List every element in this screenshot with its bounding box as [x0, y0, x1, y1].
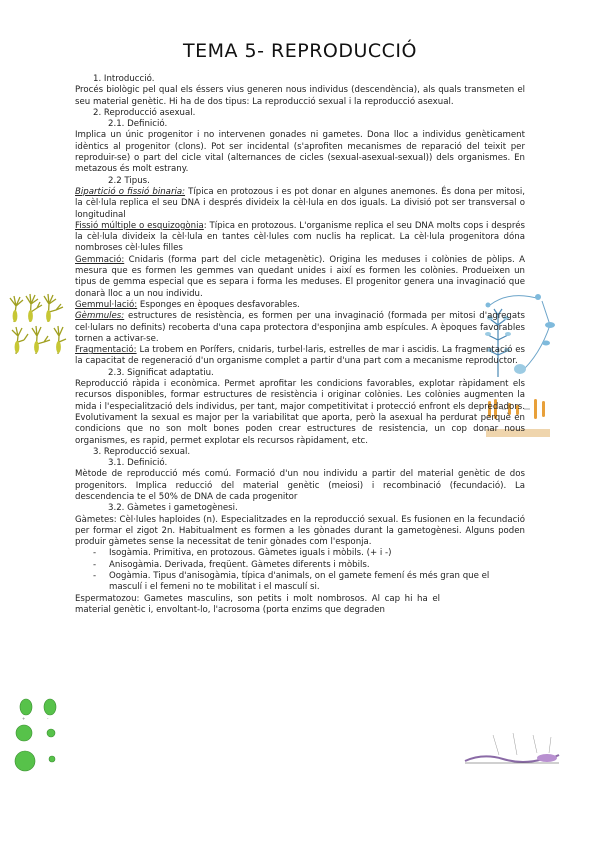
section-2-2-heading: 2.2 Tipus. [108, 175, 150, 186]
section-3-2-heading: 3.2. Gàmetes i gametogènesi. [108, 503, 238, 514]
fragmentation-text: La trobem en Porífers, cnidaris, turbel·laris, estrelles de mar i ascidis. La fragmentació es la capacitat de regeneració d'un organisme complet a partir d'una part com a mecanisme reproductor. [75, 345, 525, 367]
svg-text:-: - [47, 716, 49, 721]
gemmulation-term: Gemmul·lació: [75, 299, 138, 310]
list-item-text: Anisogàmia. Derivada, freqüent. Gàmetes diferents i mòbils. [109, 559, 370, 570]
section-1-heading: 1. Introducció. [93, 74, 155, 84]
bipartition-term: Bipartició o fissió binaria: [75, 186, 186, 197]
svg-text:+: + [22, 716, 26, 721]
section-3-1-heading: 3.1. Definició. [108, 458, 168, 469]
gemmules-text: estructures de resistència, es formen per una invaginació (formada per mitosi d'agregats cel·lulars no definits) recoberta d'una capa protectora d'esponjina amb espícules. A èpoques favorables tornen a activar-se. [75, 311, 525, 344]
list-item [75, 571, 525, 594]
bipartition-text: Típica en protozous i es pot donar en algunes anemones. És dona per mitosi, la cèl·lula replica el seu DNA i després divideix la cèl·lula en dos iguals. La divisió pot ser transversal o longitudinal [75, 186, 525, 220]
page-title: TEMA 5- REPRODUCCIÓ [183, 40, 417, 62]
list-item [75, 560, 525, 571]
fragmentation-term: Fragmentació: [75, 345, 137, 356]
list-item-text: Oogàmia. Tipus d'anisogàmia, típica d'animals, on el gamete femení és més gran que el masculí i el femeni no te mobilitat i el masculí si. [109, 571, 490, 593]
gemmulation-paragraph [75, 300, 525, 311]
fission-paragraph [75, 221, 525, 255]
budding-paragraph [75, 255, 525, 300]
list-dash: - [93, 559, 97, 570]
gemmules-term: Gèmmules: [75, 311, 125, 322]
section-2-heading: 2. Reproducció asexual. [93, 107, 196, 118]
spermatozoon-text: Espermatozou: Gametes masculins, son petits i molt nombrosos. Al cap hi ha el material genètic i, envoltant-lo, l'acrosoma (porta enzims que degraden [75, 593, 440, 615]
spermatozoon-illustration [463, 725, 563, 777]
budding-text: Cnidaris (forma part del cicle metagenètic). Origina les meduses i colònies de pòlips. A mesura que es formen les gemmes van quedant unides i així es formen les colònies. Produeixen un tipus de gemma especial que es separa i forma les meduses. El progenitor genera una invaginació que donarà lloc a un nou individu. [75, 254, 525, 299]
list-dash: - [93, 571, 97, 582]
bipartition-paragraph [75, 187, 525, 221]
fission-text: : Típica en protozous. L'organisme replica el seu DNA molts cops i després la cèl·lula divideix la cèl·lula en tantes cèl·lules com nuclis ha replicat. La cèl·lula progenitora dóna nombroses cèl·lules filles [75, 220, 525, 254]
hydra-budding-illustration [6, 292, 72, 358]
section-1-text: Procés biològic pel qual els éssers vius generen nous individus (descendència), als quals transmeten el seu material genètic. Hi ha de dos tipus: La reproducció sexual i la reproducció asexual. [75, 85, 525, 107]
list-item-text: Isogàmia. Primitiva, en protozous. Gàmetes iguals i mòbils. (+ i -) [109, 548, 392, 559]
list-item [75, 548, 525, 559]
section-2-1-text: Implica un únic progenitor i no intervenen gonades ni gametes. Dona lloc a individus genèticament idèntics al progenitor (clons). Pot ser incidental (s'aprofiten mecanismes de reparació del teixit per reproduir-se) o part del cicle vital (alternances de cicles (sexual-asexual-sexual)) dels organismes. En metazous és molt estrany. [75, 130, 525, 175]
section-3-2-text: Gàmetes: Cèl·lules haploides (n). Especialitzades en la reproducció sexual. Es fusionen en la fecundació per formar el zigot 2n. Habitualment es formen a les gònades durant la gametogènesi. Alguns poden produir gàmetes sense la necessitat de tenir gònades com l'esponja. [75, 514, 525, 548]
budding-term: Gemmació: [75, 254, 125, 265]
section-2-3-text: Reproducció ràpida i econòmica. Permet aprofitar les condicions favorables, explotar ràpidament els recursos disponibles, formar estructures de resistència i originar colònies. Les colònies augmenten la mida i l'especialització dels individus, per tant, major competitivitat i protecció enfront els depredadors. Evolutivament la sexual es major per la variabilitat que aporta, però la asexual ha perdurat perquè en condicions que no son molt bones poden crear estructures de resistencia, un cop donar nous organismes, es rapid, permet explotar els recursos ràpidament, etc. [75, 379, 525, 446]
fission-term: Fissió múltiple o esquizogònia [75, 220, 204, 231]
section-2-1-heading: 2.1. Definició. [108, 119, 168, 130]
section-3-1-text: Mètode de reproducció més comú. Formació d'un nou individu a partir del material genètic de dos progenitors. Implica reducció del material genètic (meiosi) i recombinació (fecundació). La descendencia te el 50% de DNA de cada progenitor [75, 469, 525, 502]
list-dash: - [93, 548, 97, 559]
gemmules-paragraph [75, 311, 525, 345]
section-3-heading: 3. Reproducció sexual. [93, 446, 191, 457]
gametes-illustration [14, 695, 64, 777]
document-body [75, 74, 525, 616]
gemmulation-text: Esponges en èpoques desfavorables. [137, 299, 300, 310]
section-2-3-heading: 2.3. Significat adaptatiu. [108, 367, 214, 378]
fragmentation-paragraph [75, 345, 525, 368]
